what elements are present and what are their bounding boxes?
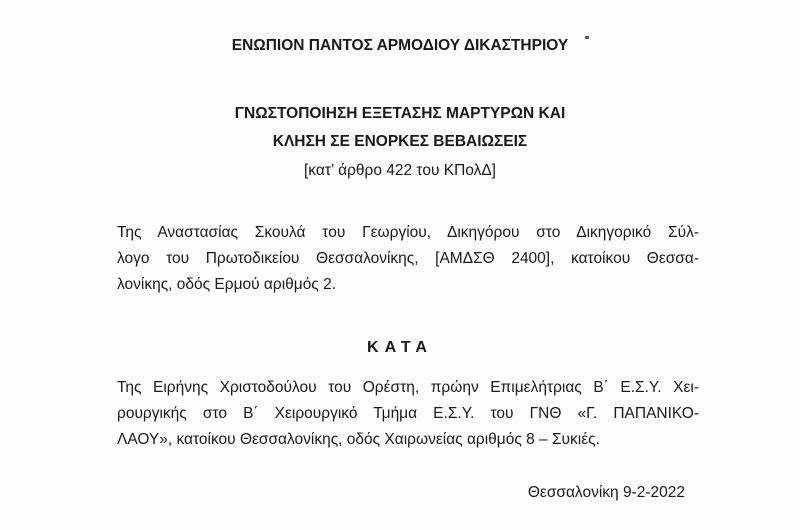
respondent-line-1: Της Ειρήνης Χριστοδούλου του Ορέστη, πρώην Επιμελήτριας Β΄ Ε.Σ.Υ. Χει- [117,379,699,396]
applicant-paragraph [117,220,699,298]
document-title-line-2: ΚΛΗΣΗ ΣΕ ΕΝΟΡΚΕΣ ΒΕΒΑΙΩΣΕΙΣ [272,133,528,150]
legal-article-reference: [κατ’ άρθρο 422 του ΚΠολΔ] [303,162,496,179]
applicant-line-2: λογο του Πρωτοδικείου Θεσσαλονίκης, [ΑΜΔΣΘ 2400], κατοίκου Θεσσα- [117,250,699,267]
respondent-line-3: ΛΑΟΥ», κατοίκου Θεσσαλονίκης, οδός Χαιρωνείας αριθμός 8 – Συκιές. [117,431,600,448]
place-and-date: Θεσσαλονίκη 9-2-2022 [527,484,685,501]
document-title-line-1: ΓΝΩΣΤΟΠΟΙΗΣΗ ΕΞΕΤΑΣΗΣ ΜΑΡΤΥΡΩΝ ΚΑΙ [234,105,566,122]
against-label: ΚΑΤΑ [367,339,433,356]
scan-mark [585,36,589,39]
court-heading: ΕΝΩΠΙΟΝ ΠΑΝΤΟΣ ΑΡΜΟΔΙΟΥ ΔΙΚΑΣΤΗΡΙΟΥ [231,37,569,54]
applicant-line-3: λονίκης, οδός Ερμού αριθμός 2. [117,276,337,293]
applicant-line-1: Της Αναστασίας Σκουλά του Γεωργίου, Δικηγόρου στο Δικηγορικό Σύλ- [117,224,699,241]
respondent-line-2: ρουργικής στο Β΄ Χειρουργικό Τμήμα Ε.Σ.Υ. του ΓΝΘ «Γ. ΠΑΠΑΝΙΚΟ- [117,405,699,422]
respondent-paragraph [117,375,699,453]
